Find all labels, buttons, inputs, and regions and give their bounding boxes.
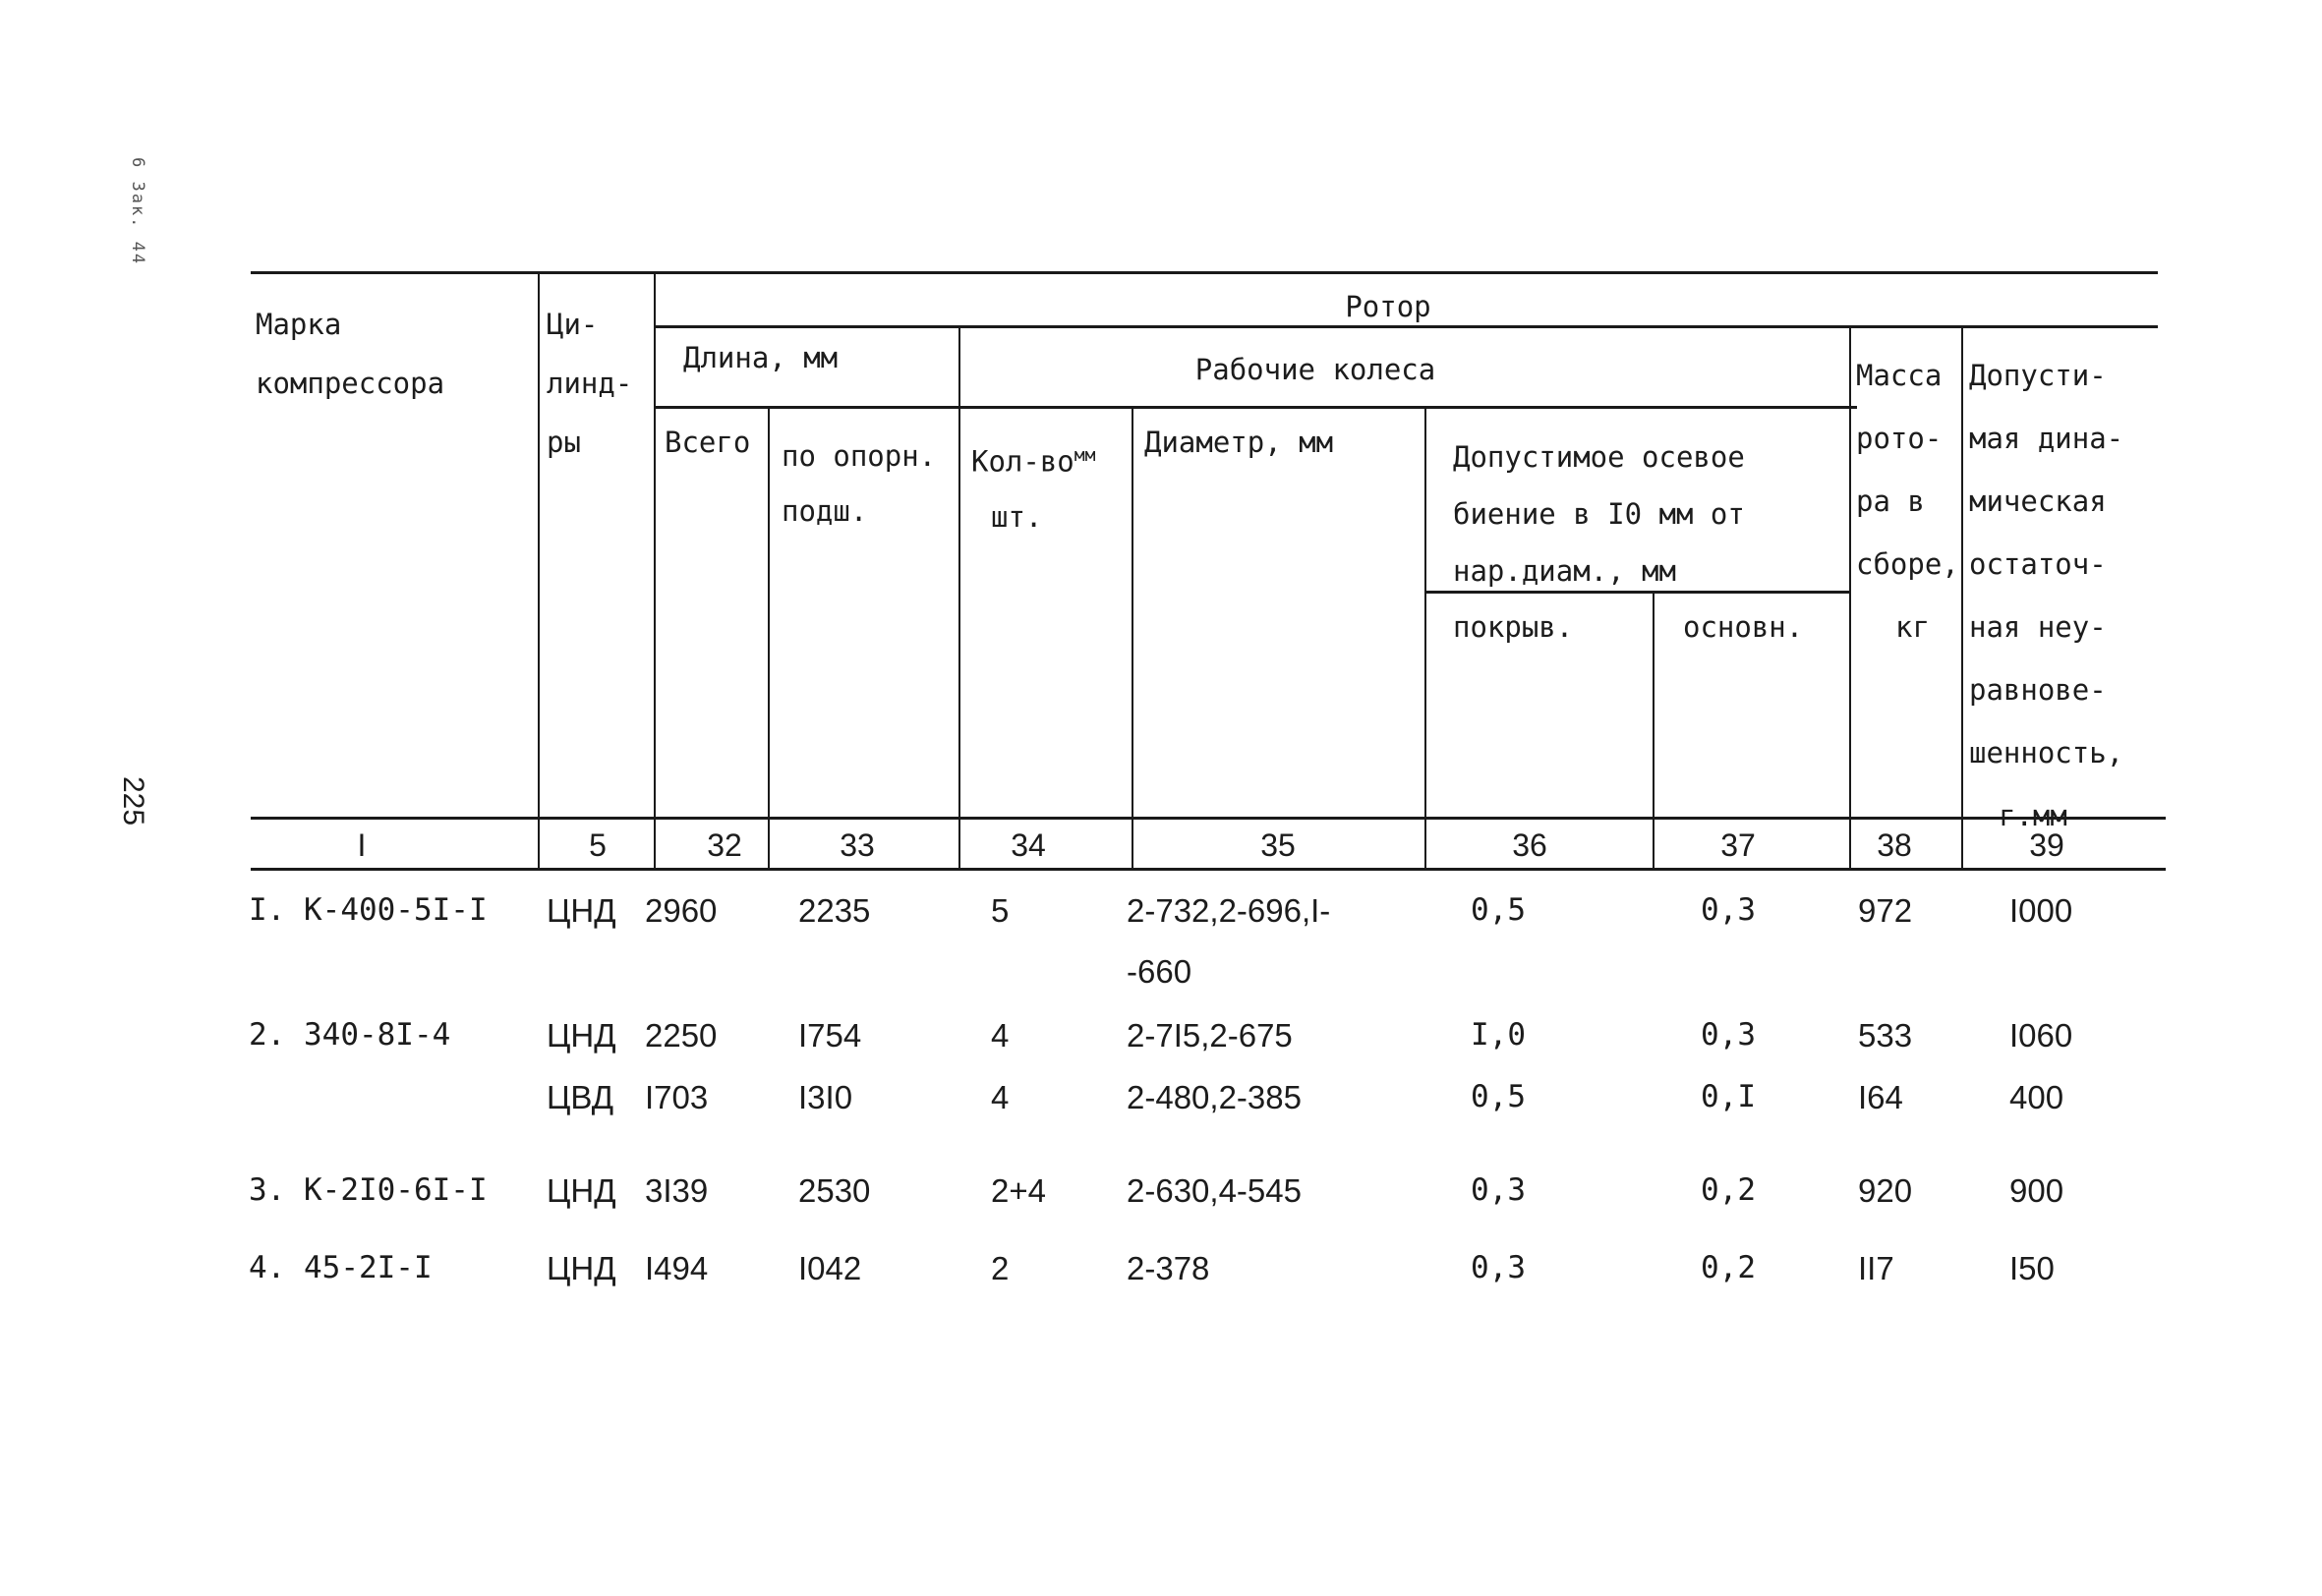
vline-2 — [654, 271, 656, 868]
vline-7 — [1653, 591, 1654, 868]
row-mass: II7 — [1858, 1250, 1894, 1286]
row-diameter: 2-630,4-545 — [1127, 1172, 1302, 1209]
row-cyl: ЦНД — [547, 892, 616, 929]
row-cyl: ЦНД — [547, 1017, 616, 1054]
header-diameter: Диаметр, мм — [1144, 426, 1334, 459]
header-wheels: Рабочие колеса — [1194, 353, 1436, 386]
header-count: Кол-$во^{мм}$ шт. — [971, 444, 1096, 534]
row-total: 2960 — [645, 892, 718, 929]
col-num: 5 — [589, 827, 607, 863]
row-cover: I,0 — [1471, 1017, 1526, 1053]
vline-4 — [958, 325, 960, 868]
row-count: 2 — [991, 1250, 1010, 1286]
col-num: 38 — [1877, 827, 1912, 863]
vline-3 — [768, 406, 770, 868]
vline-6 — [1424, 406, 1426, 868]
header-by-bearings: по опорн. подш. — [782, 439, 937, 528]
row-cyl: ЦНД — [547, 1172, 616, 1209]
header-base: основн. — [1683, 610, 1804, 644]
col-num: 36 — [1512, 827, 1547, 863]
row-imbalance: I060 — [2009, 1017, 2073, 1054]
row-base: 0,2 — [1701, 1250, 1756, 1285]
row-imbalance: 400 — [2009, 1079, 2064, 1115]
page-number: 225 — [117, 776, 149, 826]
row-mass: I64 — [1858, 1079, 1903, 1115]
vline-1 — [538, 271, 540, 868]
row-mass: 920 — [1858, 1172, 1913, 1209]
vline-9 — [1961, 325, 1963, 868]
header-count-sup: мм — [1074, 445, 1096, 466]
col-num: I — [357, 827, 367, 863]
vline-5 — [1132, 406, 1133, 868]
row-cover: 0,5 — [1471, 1079, 1526, 1114]
col-num: 34 — [1011, 827, 1046, 863]
row-base: 0,3 — [1701, 1017, 1756, 1053]
header-cover: покрыв. — [1453, 610, 1574, 644]
row-cover: 0,3 — [1471, 1250, 1526, 1285]
row-bearings: I3I0 — [798, 1079, 853, 1115]
rule-top — [251, 271, 2158, 274]
row-mass: 533 — [1858, 1017, 1913, 1054]
side-code: 6 Зак. 44 — [128, 157, 147, 266]
row-total: 3I39 — [645, 1172, 709, 1209]
row-imbalance: 900 — [2009, 1172, 2064, 1209]
header-runout: Допустимое осевое биение в I0 мм от нар.диам., мм — [1453, 440, 1745, 588]
row-count: 2+4 — [991, 1172, 1046, 1209]
row-name: I. К-400-5I-I — [249, 892, 488, 928]
row-cover: 0,5 — [1471, 892, 1526, 928]
header-length: Длина, мм — [683, 341, 839, 374]
vline-8 — [1849, 325, 1851, 868]
row-bearings: 2235 — [798, 892, 871, 929]
col-num: 39 — [2029, 827, 2064, 863]
col-num: 37 — [1720, 827, 1756, 863]
row-total: I494 — [645, 1250, 709, 1286]
row-count: 4 — [991, 1017, 1010, 1054]
row-cover: 0,3 — [1471, 1172, 1526, 1208]
col-num: 32 — [707, 827, 742, 863]
row-diameter: 2-378 — [1127, 1250, 1210, 1286]
row-total: I703 — [645, 1079, 709, 1115]
row-diameter: 2-480,2-385 — [1127, 1079, 1302, 1115]
rule-length — [656, 406, 1857, 409]
row-diameter-cont: -660 — [1127, 953, 1192, 990]
col-num: 33 — [840, 827, 875, 863]
rule-rotor — [656, 325, 2158, 328]
header-imbalance: Допусти- мая дина- мическая остаточ- ная неу- равнове- шенность, г.мм — [1969, 359, 2124, 832]
row-imbalance: I50 — [2009, 1250, 2055, 1286]
row-cyl: ЦВД — [547, 1079, 614, 1115]
row-name: 3. К-2I0-6I-I — [249, 1172, 488, 1208]
row-base: 0,I — [1701, 1079, 1756, 1114]
row-name: 2. 340-8I-4 — [249, 1017, 451, 1053]
rule-numbers-bottom — [251, 868, 2166, 871]
row-count: 5 — [991, 892, 1010, 929]
row-bearings: I754 — [798, 1017, 862, 1054]
header-marka: Марка компрессора — [256, 308, 445, 400]
col-num: 35 — [1260, 827, 1296, 863]
row-name: 4. 45-2I-I — [249, 1250, 433, 1285]
header-cylinders: Ци- линд- ры — [547, 308, 633, 459]
header-mass: Масса рото- ра в сборе, кг — [1856, 359, 1959, 644]
header-rotor: Ротор — [1345, 290, 1431, 323]
row-total: 2250 — [645, 1017, 718, 1054]
row-diameter: 2-7I5,2-675 — [1127, 1017, 1293, 1054]
row-base: 0,2 — [1701, 1172, 1756, 1208]
row-bearings: 2530 — [798, 1172, 871, 1209]
row-mass: 972 — [1858, 892, 1913, 929]
row-diameter: 2-732,2-696,I- — [1127, 892, 1331, 929]
header-total: Всего — [665, 426, 751, 459]
row-cyl: ЦНД — [547, 1250, 616, 1286]
row-count: 4 — [991, 1079, 1010, 1115]
row-base: 0,3 — [1701, 892, 1756, 928]
row-bearings: I042 — [798, 1250, 862, 1286]
row-imbalance: I000 — [2009, 892, 2073, 929]
